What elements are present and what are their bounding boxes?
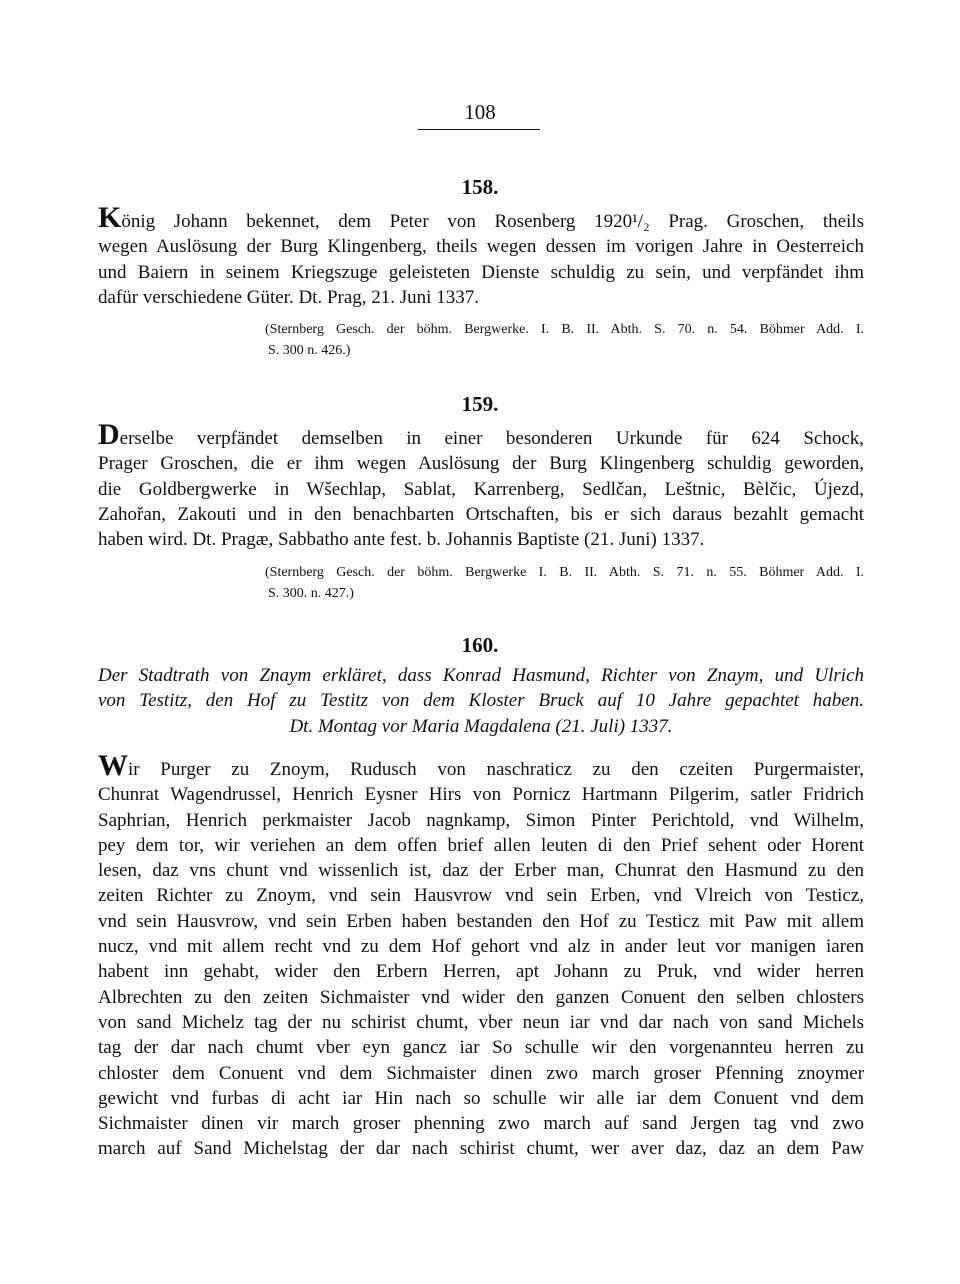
headnote-line: von Testitz, den Hof zu Testitz von dem Kloster Bruck auf 10 Jahre gepachtet haben. bbox=[98, 690, 864, 712]
document-158-summary bbox=[98, 201, 864, 310]
text-line: lesen, daz vns chunt vnd wissenlich ist, daz der Erber man, Chunrat den Hasmund zu den bbox=[98, 860, 864, 882]
text-line: pey dem tor, wir veriehen an dem offen brief allen leuten di den Prief sehent oder Horent bbox=[98, 834, 864, 856]
text-line: vnd sein Hausvrow, vnd sein Erben haben bestanden den Hof zu Testicz mit Paw mit allem bbox=[98, 910, 864, 932]
text-line: Wir Purger zu Znoym, Rudusch von naschraticz zu den czeiten Purgermaister, bbox=[98, 749, 864, 782]
document-number-158: 158. bbox=[461, 175, 499, 199]
drop-cap: W bbox=[98, 749, 128, 782]
text-line: nucz, vnd mit allem recht vnd zu dem Hof gehort vnd alz in ander leut vor manigen iaren bbox=[98, 936, 864, 958]
citation-159 bbox=[265, 562, 864, 604]
summary-line: Zahořan, Zakouti und in den benachbarten Ortschaften, bis er sich daraus bezahlt gemacht bbox=[98, 503, 864, 525]
drop-cap: K bbox=[98, 201, 122, 234]
text-line: march auf Sand Michelstag der dar nach schirist chumt, wer aver daz, daz an dem Paw bbox=[98, 1138, 864, 1160]
page-number: 108 bbox=[464, 100, 496, 124]
summary-line: Derselbe verpfändet demselben in einer besonderen Urkunde für 624 Schock, bbox=[98, 418, 864, 451]
citation-line: (Sternberg Gesch. der böhm. Bergwerke. I. B. II. Abth. S. 70. n. 54. Böhmer Add. I. bbox=[265, 322, 864, 337]
headnote-line: Der Stadtrath von Znaym erkläret, dass Konrad Hasmund, Richter von Znaym, und Ulrich bbox=[98, 665, 864, 686]
text-line: Saphrian, Henrich perkmaister Jacob nagnkamp, Simon Pinter Perichtold, vnd Wilhelm, bbox=[98, 809, 864, 831]
summary-line: dafür verschiedene Güter. Dt. Prag, 21. Juni 1337. bbox=[98, 286, 479, 308]
text-line: chloster dem Conuent vnd dem Sichmaister dinen zwo march groser Pfenning znoymer bbox=[98, 1062, 864, 1084]
drop-cap: D bbox=[98, 418, 120, 451]
document-159-summary bbox=[98, 418, 864, 552]
summary-line: und Baiern in seinem Kriegszuge geleisteten Dienste schuldig zu sein, und verpfändet ihm bbox=[98, 261, 864, 283]
text-line: von sand Michelz tag der nu schirist chumt, vber neun iar vnd dar nach von sand Michels bbox=[98, 1011, 864, 1033]
citation-line: S. 300. n. 427.) bbox=[268, 586, 354, 601]
citation-line: S. 300 n. 426.) bbox=[268, 343, 351, 358]
text-line: Albrechten zu den zeiten Sichmaister vnd wider den ganzen Conuent den selben chlosters bbox=[98, 986, 864, 1008]
summary-line: Prager Groschen, die er ihm wegen Auslösung der Burg Klingenberg schuldig geworden, bbox=[98, 453, 864, 475]
text-line: gewicht vnd furbas di acht iar Hin nach so schulle wir alle iar dem Conuent vnd dem bbox=[98, 1087, 864, 1109]
document-160-text bbox=[98, 749, 864, 1162]
text-line: tag der dar nach chumt vber eyn gancz iar So schulle wir den vorgenannteu herren zu bbox=[98, 1037, 864, 1059]
text-line: zeiten Richter zu Znoym, vnd sein Hausvrow vnd sein Erben, vnd Vlreich von Testicz, bbox=[98, 885, 864, 907]
summary-line: die Goldbergwerke in Wšechlap, Sablat, Karrenberg, Sedlčan, Leštnic, Bèlčic, Újezd, bbox=[98, 478, 864, 500]
document-number-159: 159. bbox=[461, 392, 499, 416]
citation-158 bbox=[265, 319, 864, 361]
text-line: Chunrat Wagendrussel, Henrich Eysner Hirs von Pornicz Hartmann Pilgerim, satler Fridrich bbox=[98, 784, 864, 806]
citation-line: (Sternberg Gesch. der böhm. Bergwerke I. B. II. Abth. S. 71. n. 55. Böhmer Add. I. bbox=[265, 565, 864, 580]
headnote-line: Dt. Montag vor Maria Magdalena (21. Juli) 1337. bbox=[289, 715, 673, 737]
summary-line: wegen Auslösung der Burg Klingenberg, theils wegen dessen im vorigen Jahre in Oesterreich bbox=[98, 236, 864, 258]
header-rule bbox=[418, 129, 540, 130]
document-number-160: 160. bbox=[461, 633, 499, 657]
document-160-headnote bbox=[98, 663, 864, 739]
text-line: habent inn gehabt, wider den Erbern Herren, apt Johann zu Pruk, vnd wider herren bbox=[98, 961, 864, 983]
summary-line: König Johann bekennet, dem Peter von Rosenberg 1920¹/₂ Prag. Groschen, theils bbox=[98, 201, 864, 234]
text-line: Sichmaister dinen vir march groser phenning zwo march auf sand Jergen tag vnd zwo bbox=[98, 1113, 864, 1135]
summary-line: haben wird. Dt. Pragæ, Sabbatho ante fest. b. Johannis Baptiste (21. Juni) 1337. bbox=[98, 529, 705, 551]
